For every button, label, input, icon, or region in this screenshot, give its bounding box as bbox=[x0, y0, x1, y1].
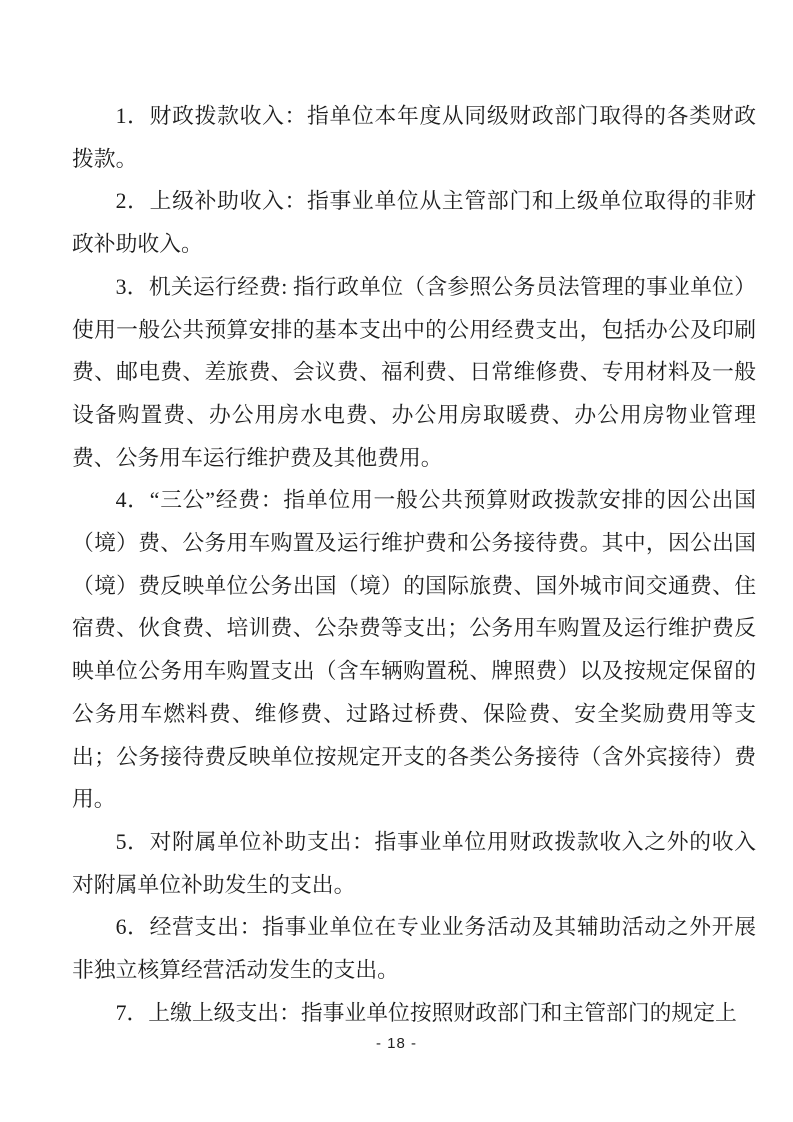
paragraph-operating-expenditure: 6．经营支出：指事业单位在专业业务活动及其辅助活动之外开展非独立核算经营活动发生的支出。 bbox=[72, 915, 756, 983]
paragraph-fiscal-appropriation-income: 1．财政拨款收入：指单位本年度从同级财政部门取得的各类财政拨款。 bbox=[72, 104, 756, 171]
paragraph-superior-subsidy-income: 2．上级补助收入：指事业单位从主管部门和上级单位取得的非财政补助收入。 bbox=[72, 189, 756, 257]
paragraph-three-public-expenses: 4．“三公”经费：指单位用一般公共预算财政拨款安排的因公出国（境）费、公务用车购置及运行维护费和公务接待费。其中，因公出国（境）费反映单位公务出国（境）的国际旅费、国外城市间交通费、住宿费、伙食费、培训费、公杂费等支出；公务用车购置及运行维护费反映单位公务用车购置支出（含车辆购置税、牌照费）以及按规定保留的公务用车燃料费、维修费、过路过桥费、保险费、安全奖励费用等支出；公务接待费反映单位按规定开支的各类公务接待（含外宾接待）费用。 bbox=[72, 488, 756, 812]
page-number: - 18 - bbox=[375, 1035, 417, 1052]
paragraph-payment-to-superior: 7．上缴上级支出：指事业单位按照财政部门和主管部门的规定上 bbox=[115, 1000, 737, 1025]
paragraph-agency-operating-funds: 3．机关运行经费: 指行政单位（含参照公务员法管理的事业单位）使用一般公共预算安排的基本支出中的公用经费支出，包括办公及印刷费、邮电费、差旅费、会议费、福利费、日常维修费、专用材料及一般设备购置费、办公用房水电费、办公用房取暖费、办公用房物业管理费、公务用车运行维护费及其他费用。 bbox=[72, 274, 756, 470]
paragraph-subsidy-to-affiliated-units: 5．对附属单位补助支出：指事业单位用财政拨款收入之外的收入对附属单位补助发生的支出。 bbox=[72, 829, 756, 897]
document-body bbox=[72, 95, 756, 1034]
